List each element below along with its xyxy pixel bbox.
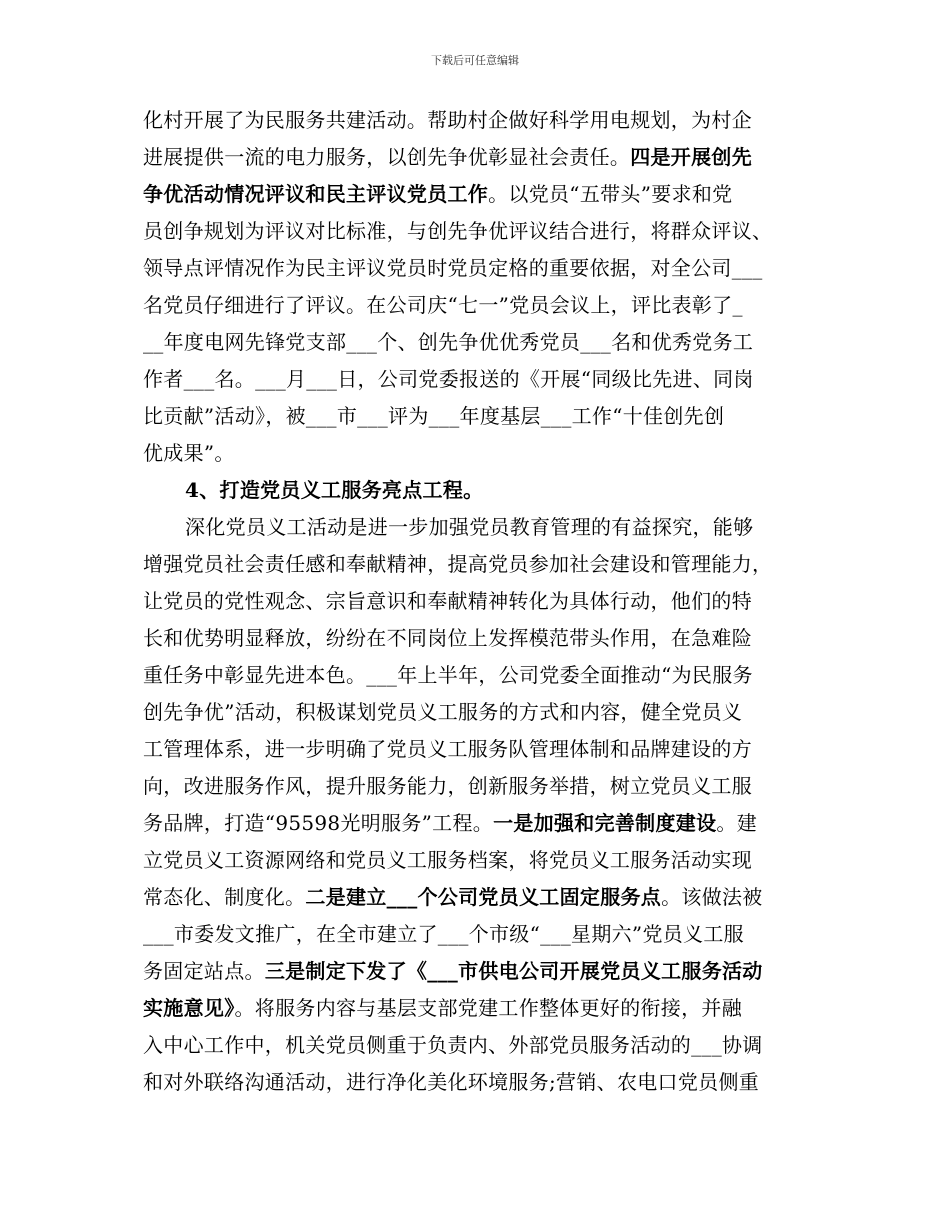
- text-line: [143, 879, 811, 916]
- text-line: [143, 472, 811, 509]
- text-line: [143, 953, 811, 990]
- text-segment: 化村开展了为民服务共建活动。帮助村企做好科学用电规划，为村企: [143, 108, 752, 132]
- text-segment: 工管理体系，进一步明确了党员义工服务队管理体制和品牌建设的方: [143, 737, 752, 761]
- text-line: [143, 361, 811, 398]
- text-line: [143, 1064, 811, 1101]
- text-line: [143, 176, 811, 213]
- text-segment: 务固定站点。: [143, 959, 265, 983]
- text-line: [143, 546, 811, 583]
- text-line: [143, 805, 811, 842]
- text-segment: 向，改进服务作风，提升服务能力，创新服务举措，树立党员义工服: [143, 774, 752, 798]
- text-segment: 入中心工作中，机关党员侧重于负责内、外部党员服务活动的___协调: [143, 1033, 763, 1057]
- bold-text-segment: 二是建立___个公司党员义工固定服务点: [305, 885, 662, 909]
- text-segment: ___市委发文推广，在全市建立了___个市级“___星期六”党员义工服: [143, 922, 744, 946]
- text-segment: 和对外联络沟通活动，进行净化美化环境服务;营销、农电口党员侧重: [143, 1070, 760, 1094]
- text-segment: 。将服务内容与基层支部党建工作整体更好的衔接，并融: [234, 996, 742, 1020]
- text-line: [143, 102, 811, 139]
- text-segment: 让党员的党性观念、宗旨意识和奉献精神转化为具体行动，他们的特: [143, 589, 752, 613]
- text-segment: 增强党员社会责任感和奉献精神，提高党员参加社会建设和管理能力，: [143, 552, 773, 576]
- text-line: [143, 398, 811, 435]
- bold-text-segment: 三是制定下发了《___市供电公司开展党员义工服务活动: [264, 959, 763, 983]
- text-line: [143, 657, 811, 694]
- text-segment: 重任务中彰显先进本色。___年上半年，公司党委全面推动“为民服务: [143, 663, 753, 687]
- text-segment: 深化党员义工活动是进一步加强党员教育管理的有益探究，能够: [185, 515, 754, 539]
- text-line: [143, 250, 811, 287]
- text-segment: 立党员义工资源网络和党员义工服务档案，将党员义工服务活动实现: [143, 848, 752, 872]
- text-line: [143, 435, 811, 472]
- text-line: [143, 213, 811, 250]
- text-line: [143, 1027, 811, 1064]
- text-segment: 进展提供一流的电力服务，以创先争优彰显社会责任。: [143, 145, 631, 169]
- bold-text-segment: 四是开展创先: [630, 145, 753, 169]
- text-line: [143, 768, 811, 805]
- text-segment: 。该做法被: [661, 885, 763, 909]
- bold-text-segment: 4、打造党员义工服务亮点工程。: [185, 478, 484, 502]
- text-segment: 员创争规划为评议对比标准，与创先争优评议结合进行，将群众评议、: [143, 219, 773, 243]
- text-segment: __年度电网先锋党支部___个、创先争优优秀党员___名和优秀党务工: [143, 330, 754, 354]
- text-line: [143, 287, 811, 324]
- text-segment: 作者___名。___月___日，公司党委报送的《开展“同级比先进、同岗: [143, 367, 754, 391]
- text-segment: 。建: [716, 811, 757, 835]
- text-line: [143, 694, 811, 731]
- text-line: [143, 990, 811, 1027]
- text-line: [143, 916, 811, 953]
- text-segment: 。以党员“五带头”要求和党: [488, 182, 733, 206]
- text-segment: 常态化、制度化。: [143, 885, 306, 909]
- bold-text-segment: 争优活动情况评议和民主评议党员工作: [143, 182, 489, 206]
- bold-text-segment: 一是加强和完善制度建设: [493, 811, 717, 835]
- text-segment: 优成果”。: [143, 441, 235, 465]
- body-text: [143, 102, 811, 1101]
- text-segment: 创先争优”活动，积极谋划党员义工服务的方式和内容，健全党员义: [143, 700, 743, 724]
- bold-text-segment: 实施意见》: [143, 996, 235, 1020]
- text-line: [143, 583, 811, 620]
- text-segment: 比贡献”活动》，被___市___评为___年度基层___工作“十佳创先创: [143, 404, 725, 428]
- text-line: [143, 842, 811, 879]
- text-segment: 长和优势明显释放，纷纷在不同岗位上发挥模范带头作用，在急难险: [143, 626, 752, 650]
- text-segment: 务品牌，打造“95598光明服务”工程。: [143, 811, 494, 835]
- text-line: [143, 509, 811, 546]
- text-segment: 领导点评情况作为民主评议党员时党员定格的重要依据，对全公司___: [143, 256, 763, 280]
- text-line: [143, 731, 811, 768]
- text-segment: 名党员仔细进行了评议。在公司庆“七一”党员会议上，评比表彰了_: [143, 293, 743, 317]
- header-note: 下载后可任意编辑: [431, 54, 519, 67]
- text-line: [143, 324, 811, 361]
- text-line: [143, 139, 811, 176]
- text-line: [143, 620, 811, 657]
